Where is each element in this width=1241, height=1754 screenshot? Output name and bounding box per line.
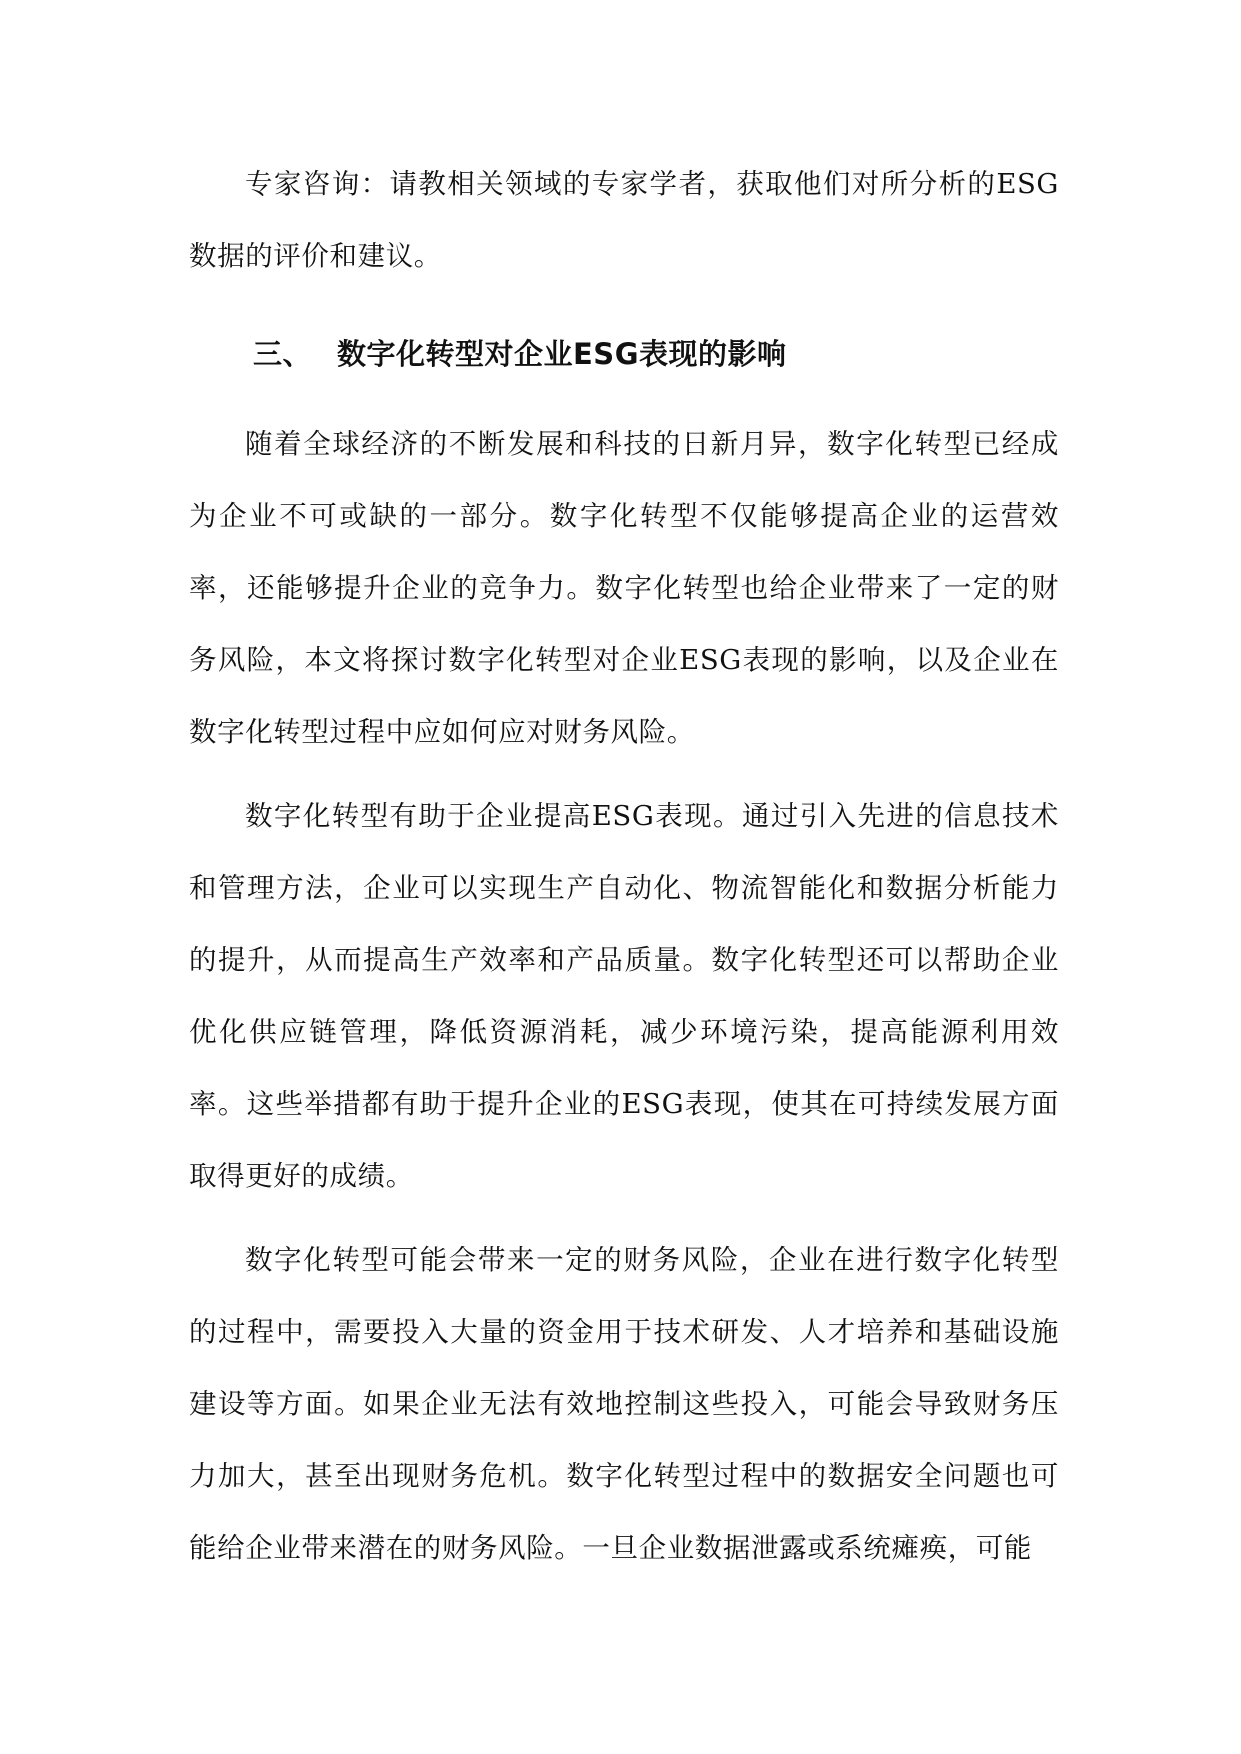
paragraph-intro: 随着全球经济的不断发展和科技的日新月异，数字化转型已经成为企业不可或缺的一部分。数字化转型不仅能够提高企业的运营效率，还能够提升企业的竞争力。数字化转型也给企业带来了一定的财务风险，本文将探讨数字化转型对企业ESG表现的影响，以及企业在数字化转型过程中应如何应对财务风险。 <box>189 428 1059 748</box>
section-number: 三、 <box>253 337 313 371</box>
paragraph-esg-improvement: 数字化转型有助于企业提高ESG表现。通过引入先进的信息技术和管理方法，企业可以实现生产自动化、物流智能化和数据分析能力的提升，从而提高生产效率和产品质量。数字化转型还可以帮助企业优化供应链管理，降低资源消耗，减少环境污染，提高能源利用效率。这些举措都有助于提升企业的ESG表现，使其在可持续发展方面取得更好的成绩。 <box>189 800 1059 1192</box>
section-title: 数字化转型对企业ESG表现的影响 <box>337 337 787 371</box>
page-body <box>189 148 1059 1584</box>
section-heading <box>189 318 1059 390</box>
paragraph-financial-risk: 数字化转型可能会带来一定的财务风险，企业在进行数字化转型的过程中，需要投入大量的资金用于技术研发、人才培养和基础设施建设等方面。如果企业无法有效地控制这些投入，可能会导致财务压力加大，甚至出现财务危机。数字化转型过程中的数据安全问题也可能给企业带来潜在的财务风险。一旦企业数据泄露或系统瘫痪，可能 <box>189 1244 1059 1564</box>
paragraph-expert-consultation: 专家咨询：请教相关领域的专家学者，获取他们对所分析的ESG数据的评价和建议。 <box>189 168 1059 272</box>
